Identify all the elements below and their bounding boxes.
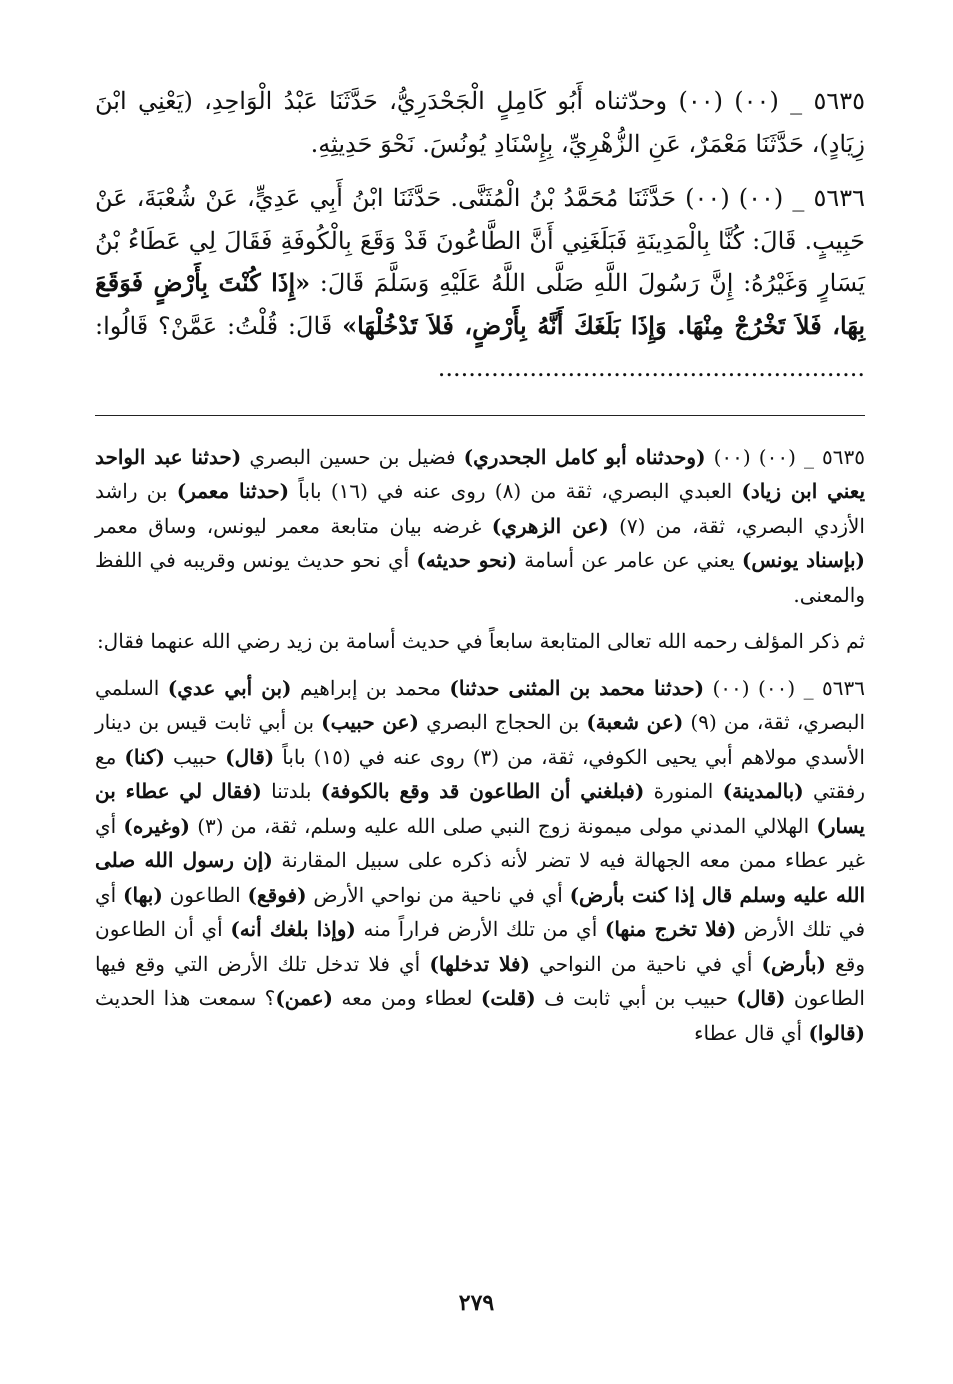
commentary-text: الهلالي المدني مولى ميمونة زوج النبي صلى الله عليه وسلم، ثقة، من (٣) bbox=[190, 813, 817, 838]
commentary-quote: (وحدثناه أبو كامل الجحدري) bbox=[463, 444, 706, 469]
commentary-quote: (حدثنا معمر) bbox=[176, 479, 290, 503]
commentary-quote: (بإسناد يونس) bbox=[741, 548, 865, 572]
commentary-text: أي أن الطاعون وقع bbox=[95, 917, 865, 976]
page-number: ٢٧٩ bbox=[458, 1290, 495, 1316]
hadith-5635 bbox=[95, 80, 865, 165]
commentary-quote: (بالمدينة) bbox=[722, 779, 804, 803]
commentary-text: ؟ سمعت هذا الحديث bbox=[95, 986, 276, 1010]
commentary-quote: (وإذا بلغك أنه) bbox=[230, 917, 356, 941]
commentary-text: أي في تلك الأرض bbox=[95, 882, 866, 941]
commentary-quote: (كنا) bbox=[124, 744, 165, 769]
commentary-quote: (إن رسول الله صلى الله عليه وسلم قال إذا كنت بأرض) bbox=[95, 848, 865, 907]
commentary-text: بلدتنا bbox=[261, 779, 321, 803]
hadith-5635-text: ٥٦٣٥ _ (٠٠) (٠٠) وحدّثناه أَبُو كَامِلٍ الْجَحْدَرِيُّ، حَدَّثَنَا عَبْدُ الْوَاحِدِ، (يَعْنِي ابْنَ زِيَادٍ)، حَدَّثَنَا مَعْمَرٌ، عَنِ الزُّهْرِيِّ، بِإِسْنَادِ يُونُسَ. نَحْوَ حَدِيثِهِ. bbox=[95, 87, 866, 158]
commentary-text: غرضه بيان متابعة معمر ليونس، وساق معمر bbox=[95, 513, 492, 538]
commentary-text: ٥٦٣٥ _ (٠٠) (٠٠) bbox=[705, 444, 865, 469]
page-content bbox=[95, 80, 865, 1050]
commentary-5635 bbox=[95, 440, 865, 613]
commentary-text: المنورة bbox=[644, 779, 723, 803]
commentary-quote: (قال) bbox=[736, 986, 786, 1010]
commentary-quote: (نحو حديثه) bbox=[416, 548, 518, 572]
commentary bbox=[95, 440, 865, 1051]
commentary-text: يعني عن عامر عن أسامة bbox=[517, 548, 742, 572]
commentary-text: مع رفقتي bbox=[95, 744, 866, 803]
commentary-quote: (قال) bbox=[225, 744, 275, 769]
hadith-5636-ending: قَالَ: قُلْتُ: عَمَّنْ؟ قَالُوا: ........................................................ bbox=[95, 311, 865, 382]
commentary-quote: (قلت) bbox=[480, 986, 536, 1010]
commentary-text: بن راشد الأزدي البصري، ثقة، من (٧) bbox=[95, 479, 865, 538]
commentary-quote: (بأرض) bbox=[761, 951, 826, 976]
commentary-intro bbox=[95, 624, 865, 659]
commentary-text: أي في ناحية من النواحي bbox=[529, 951, 762, 976]
commentary-quote: (فبلغني أن الطاعون قد وقع بالكوفة) bbox=[320, 779, 645, 803]
commentary-quote: (عمن) bbox=[275, 986, 333, 1010]
footnote-separator bbox=[95, 415, 865, 416]
commentary-text: حبيب bbox=[164, 744, 226, 769]
commentary-text: أي فلا تدخل تلك الأرض التي وقع فيها الطاعون bbox=[95, 951, 865, 1010]
commentary-quote: (فلا تدخلها) bbox=[429, 951, 530, 976]
commentary-text: أي في ناحية من نواحي الأرض bbox=[306, 882, 570, 907]
commentary-text: حبيب بن أبي ثابت ف bbox=[535, 986, 737, 1010]
commentary-intro-text: ثم ذكر المؤلف رحمه الله تعالى المتابعة سابعاً في حديث أسامة بن زيد رضي الله عنهما فقال: bbox=[96, 629, 865, 653]
commentary-text: الطاعون bbox=[162, 882, 248, 907]
hadith-5636-prophetic-saying: «إِذَا كُنْتَ بِأَرْضٍ فَوَقَعَ بِهَا، فَلاَ تَخْرُجْ مِنْهَا. وَإِذَا بَلَغَكَ أَنَّهُ بِأَرْضٍ، فَلاَ تَدْخُلْهَا» bbox=[95, 268, 865, 340]
commentary-quote: (فلا تخرج منها) bbox=[604, 917, 737, 941]
commentary-text: فضيل بن حسين البصري bbox=[241, 444, 464, 469]
commentary-text: بن أبي ثابت قيس بن دينار الأسدي مولاهم أبي يحيى الكوفي، ثقة، من (٣) روى عنه في (١٥) باباً bbox=[95, 710, 865, 769]
commentary-text: السلمي البصري، ثقة، من (٩) bbox=[95, 675, 865, 734]
commentary-text: أي قال عطاء bbox=[694, 1020, 809, 1045]
commentary-quote: (فقال لي عطاء بن يسار) bbox=[95, 779, 865, 838]
commentary-text: محمد بن إبراهيم bbox=[291, 675, 450, 700]
commentary-text: بن الحجاج البصري bbox=[419, 710, 587, 734]
commentary-text: لعطاء ومن معه bbox=[332, 986, 481, 1010]
commentary-text: أي غير عطاء ممن معه الجهالة فيه لا تضر لأنه ذكره على سبيل المقارنة bbox=[95, 813, 865, 872]
commentary-quote: (بها) bbox=[123, 882, 163, 907]
commentary-5636 bbox=[95, 671, 865, 1051]
commentary-text: أي نحو حديث يونس وقريبه في اللفظ والمعنى. bbox=[95, 548, 865, 607]
commentary-quote: (وغيره) bbox=[123, 813, 191, 838]
commentary-quote: (عن حبيب) bbox=[321, 710, 419, 734]
hadith-5636-isnad: ٥٦٣٦ _ (٠٠) (٠٠) حَدَّثَنَا مُحَمَّدُ بْنُ الْمُثَنَّى. حَدَّثَنَا ابْنُ أَبِي عَدِيٍّ، عَنْ شُعْبَةَ، عَنْ حَبِيبٍ. قَالَ: كُنَّا بِالْمَدِينَةِ فَبَلَغَنِي أَنَّ الطَّاعُونَ قَدْ وَقَعَ بِالْكُوفَةِ فَقَالَ لِي عَطَاءُ بْنُ يَسَارٍ وَغَيْرُهُ: إِنَّ رَسُولَ اللَّهِ صَلَّى اللَّهُ عَلَيْهِ وَسَلَّمَ قَالَ: bbox=[95, 184, 866, 297]
commentary-text: ٥٦٣٦ _ (٠٠) (٠٠) bbox=[704, 675, 865, 700]
commentary-text: أي من تلك الأرض فراراً منه bbox=[355, 917, 605, 941]
hadith-5636 bbox=[95, 177, 865, 390]
commentary-quote: (حدثنا عبد الواحد يعني ابن زياد) bbox=[95, 444, 866, 503]
commentary-text: العبدي البصري، ثقة من (٨) روى عنه في (١٦) باباً bbox=[289, 479, 742, 503]
commentary-quote: (بن أبي عدي) bbox=[167, 675, 292, 700]
main-text bbox=[95, 80, 865, 390]
commentary-quote: (عن شعبة) bbox=[586, 710, 684, 734]
commentary-quote: (عن الزهري) bbox=[491, 513, 609, 538]
commentary-quote: (فوقع) bbox=[247, 882, 307, 907]
commentary-quote: (حدثنا محمد بن المثنى حدثنا) bbox=[449, 675, 705, 700]
commentary-quote: (قالوا) bbox=[808, 1020, 865, 1045]
